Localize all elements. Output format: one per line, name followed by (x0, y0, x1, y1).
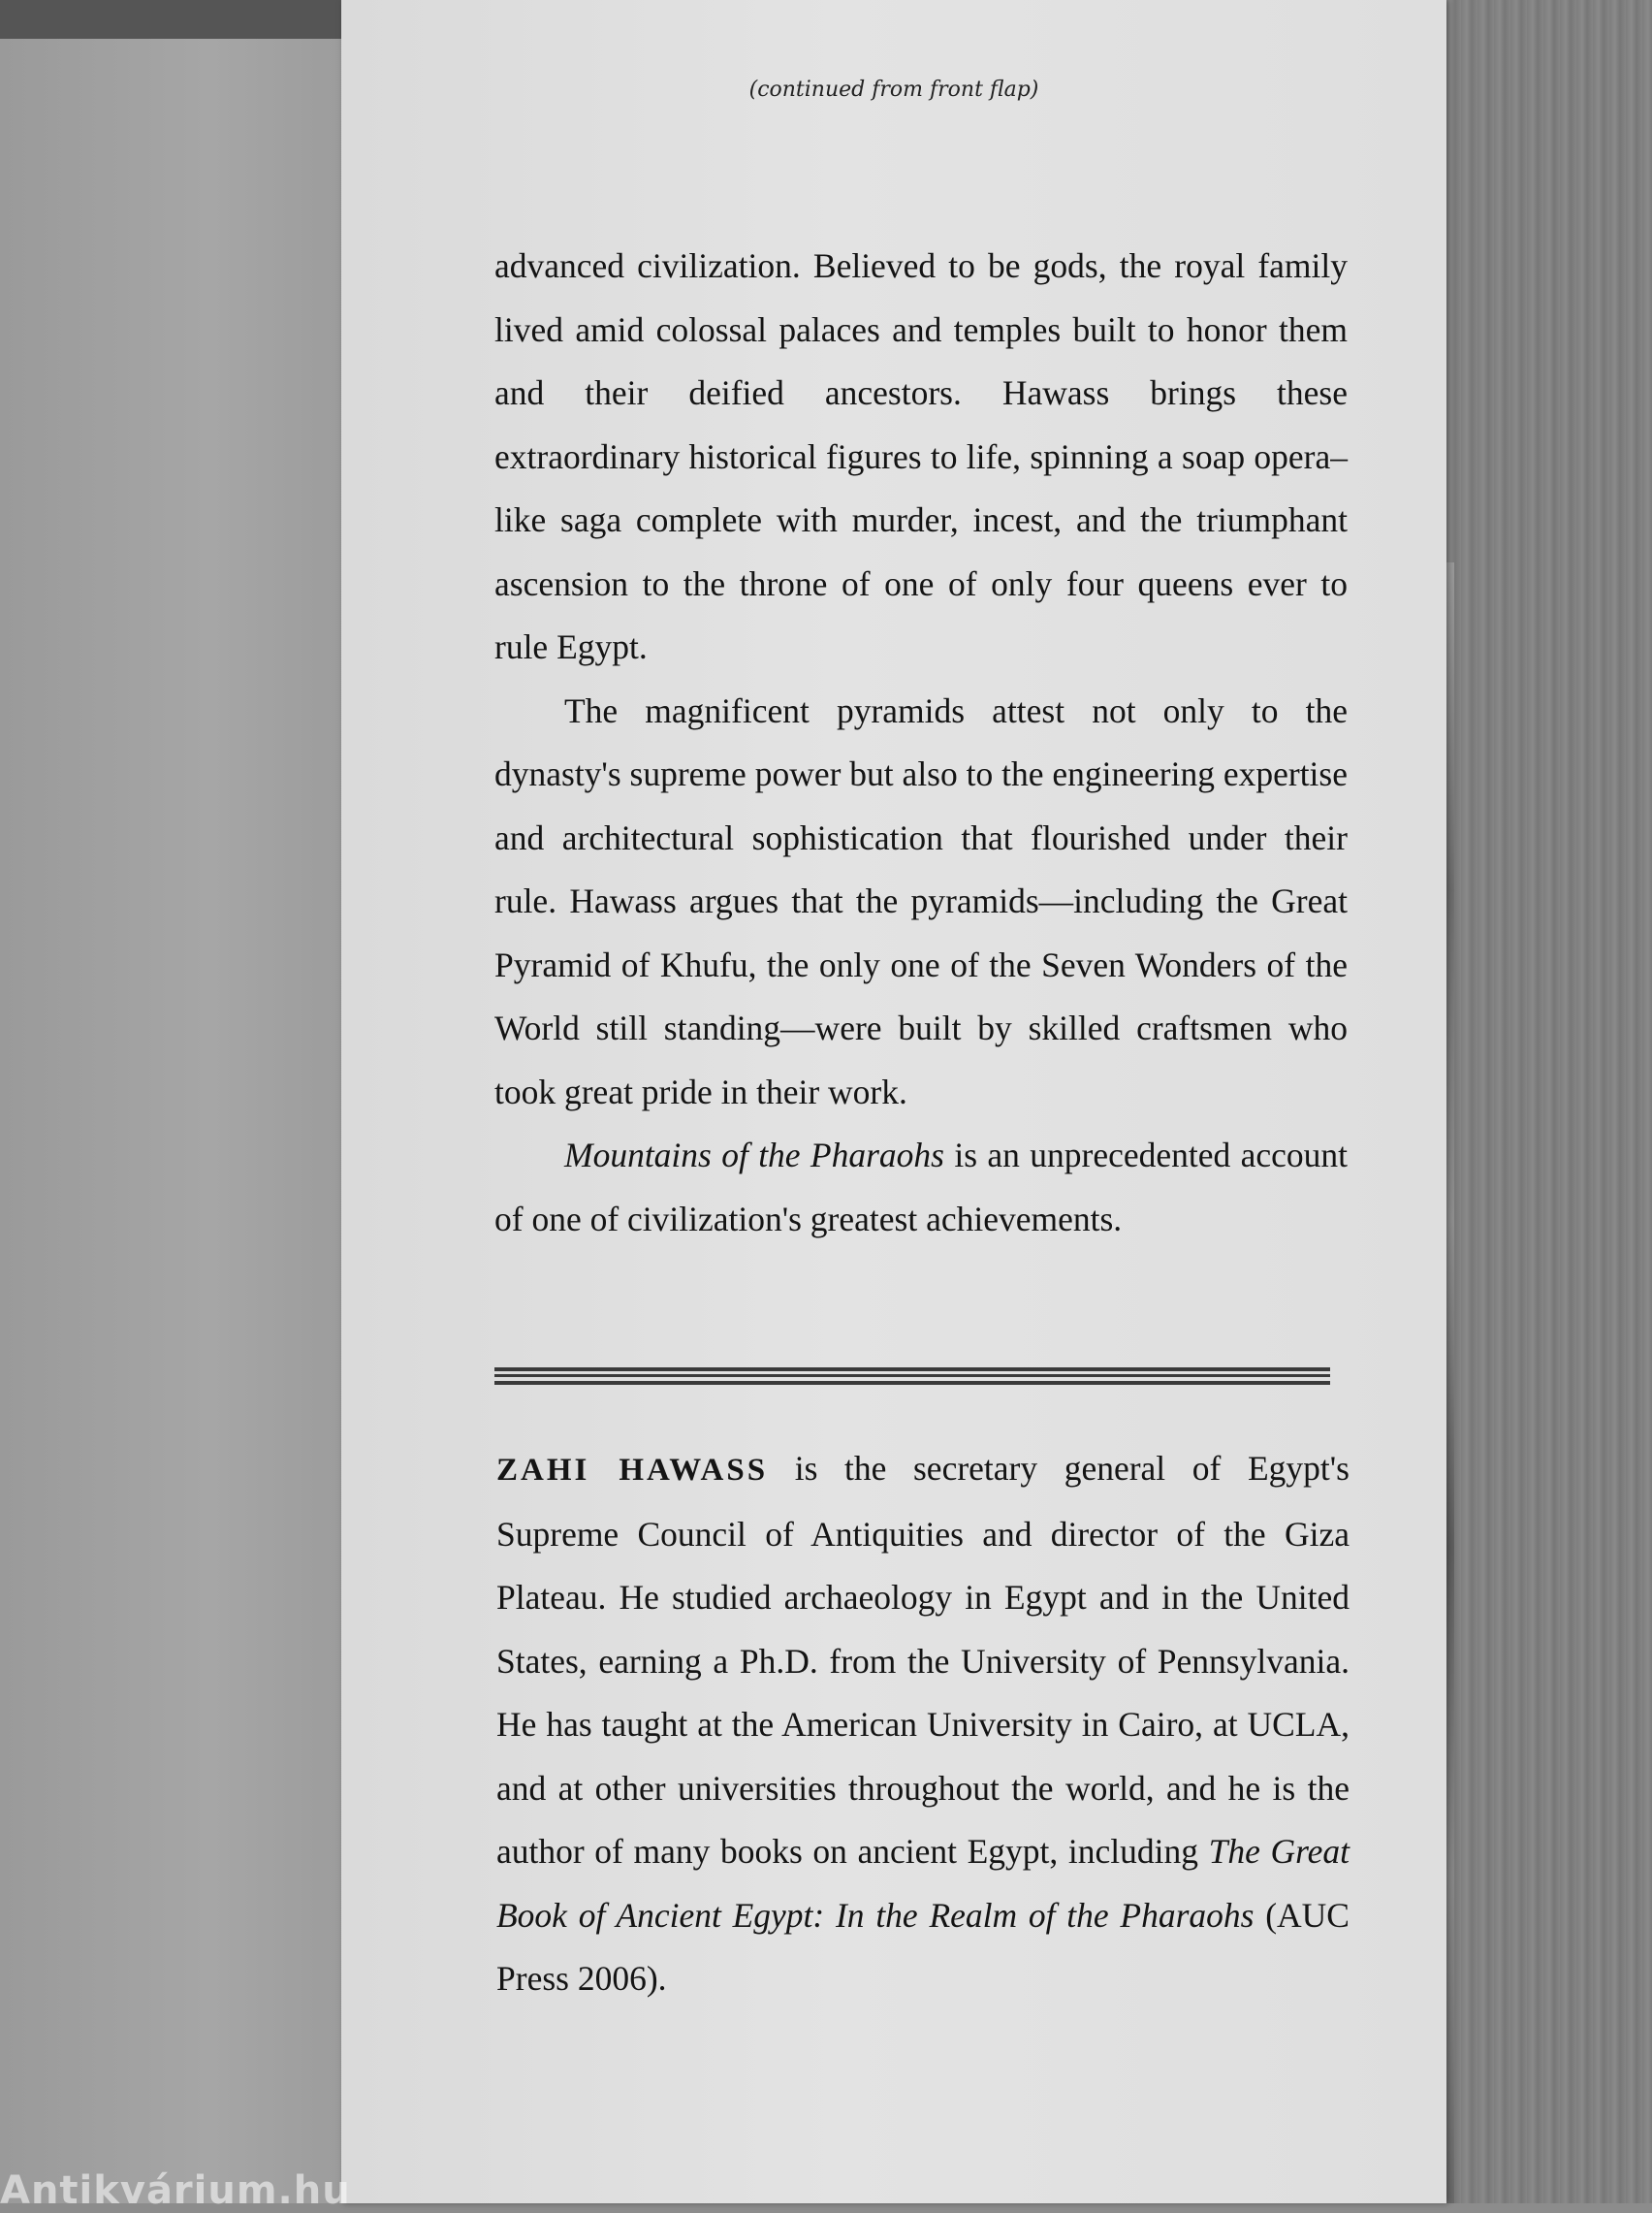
book-title: Mountains of the Pharaohs (564, 1136, 944, 1174)
back-flap (341, 0, 1446, 2203)
blurb-paragraph-3-text: is an unprecedented account of one of civilization's greatest achievements. (494, 1136, 1348, 1238)
section-divider (494, 1367, 1330, 1385)
blurb-paragraph-2: The magnificent pyramids attest not only to the dynasty's supreme power but also to the engineering expertise and architectural sophistication that flourished under their rule. Hawass argues that the pyramids—including the Great Pyramid of Khufu, the only one of the Seven Wonders of the World still standing—were built by skilled craftsmen who took great pride in their work. (494, 690, 1348, 1111)
author-bio-text: is the secretary general of Egypt's Supreme Council of Antiquities and director of the Giza Plateau. He studied archaeology in Egypt and in the United States, earning a Ph.D. from the University of Pennsylvania. He has taught at the American University in Cairo, at UCLA, and at other universities throughout the world, and he is the author of many books on ancient Egypt, including (496, 1449, 1350, 1871)
author-book-note: (AUC Press 2006). (496, 1895, 1350, 1998)
author-name: ZAHI HAWASS (496, 1453, 769, 1488)
blurb-paragraph-3 (494, 1124, 1348, 1251)
watermark: Antikvárium.hu (0, 2168, 351, 2213)
continued-note: (continued from front flap) (748, 78, 1039, 102)
blurb-paragraph-1: advanced civilization. Believed to be gods, the royal family lived amid colossal palaces and temples built to honor them and their deified ancestors. Hawass brings these extraordinary historical figures to life, spinning a soap opera–like saga complete with murder, incest, and the triumphant ascension to the throne of one of only four queens ever to rule Egypt. (494, 246, 1348, 666)
author-book-title: The Great Book of Ancient Egypt: In the Realm of the Pharaohs (496, 1832, 1350, 1935)
background-right (1445, 0, 1652, 2203)
background-top-left (0, 0, 349, 39)
author-bio (496, 1437, 1350, 2011)
background-left (0, 39, 349, 2203)
book-blurb (494, 235, 1348, 1251)
author-bio-paragraph (496, 1437, 1350, 2011)
